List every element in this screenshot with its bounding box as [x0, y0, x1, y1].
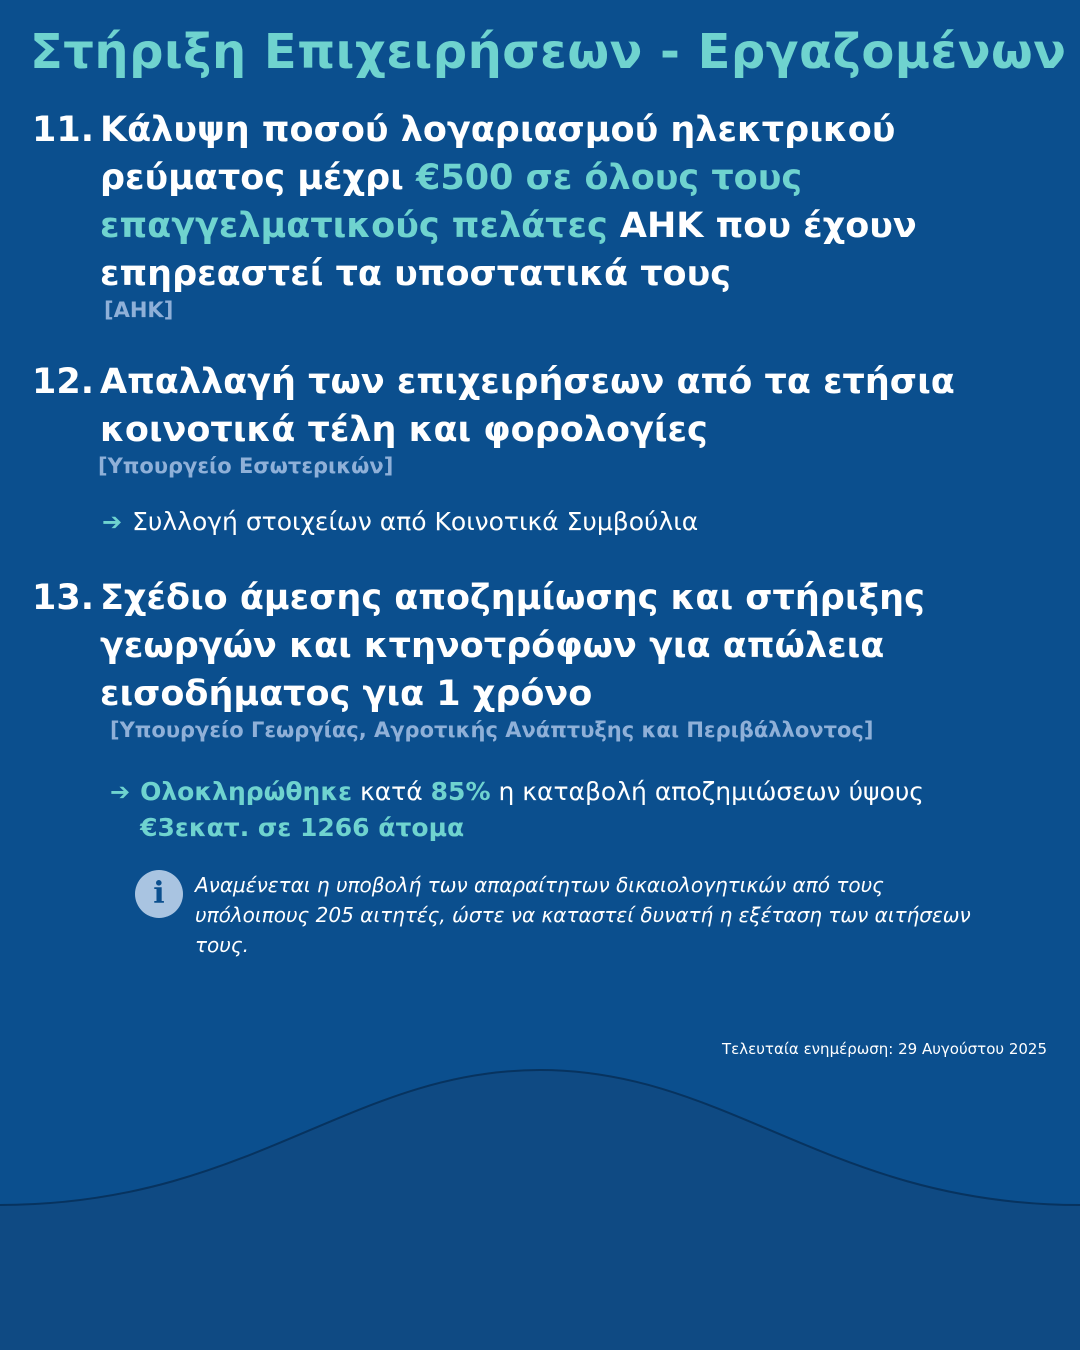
arrow-right-icon: ➔ [102, 508, 123, 536]
note-text [140, 774, 950, 846]
item-text [100, 106, 1020, 298]
info-text: Αναμένεται η υποβολή των απαραίτητων δικαιολογητικών από τους υπόλοιπους 205 αιτητές, ώστε να καταστεί δυνατή η εξέταση των αιτήσεων τους. [195, 873, 971, 957]
item-13 [32, 574, 1020, 742]
note-status: Ολοκληρώθηκε [140, 777, 353, 806]
item-12 [32, 358, 1020, 478]
note-part: κατά [352, 777, 431, 806]
item-text: Απαλλαγή των επιχειρήσεων από τα ετήσια κοινοτικά τέλη και φορολογίες [100, 362, 955, 450]
item-text-part: ΑΗΚ που έχουν επηρεαστεί τα υποστατικά τους [100, 206, 917, 294]
item-11 [32, 106, 1020, 322]
item-text: Σχέδιο άμεσης αποζημίωσης και στήριξης γεωργών και κτηνοτρόφων για απώλεια εισοδήματος για 1 χρόνο [100, 578, 925, 714]
wave-fill [0, 1070, 1080, 1350]
item-highlight: €500 σε όλους τους επαγγελματικούς πελάτες [100, 158, 803, 246]
note-part: η καταβολή αποζημιώσεων ύψους [490, 777, 924, 806]
item-number: 12. [32, 362, 95, 402]
note-12 [102, 504, 698, 540]
item-number: 11. [32, 110, 95, 150]
item-source: [ΑΗΚ] [104, 298, 174, 322]
note-percent: 85% [430, 777, 491, 806]
note-amount: €3εκατ. σε 1266 άτομα [140, 813, 465, 842]
info-icon: i [135, 870, 183, 918]
note-text: Συλλογή στοιχείων από Κοινοτικά Συμβούλια [132, 507, 699, 536]
item-number: 13. [32, 578, 95, 618]
info-box [135, 870, 975, 960]
last-updated: Τελευταία ενημέρωση: 29 Αυγούστου 2025 [721, 1040, 1047, 1058]
item-text-part: Κάλυψη ποσού λογαριασμού ηλεκτρικού ρεύματος μέχρι [100, 110, 896, 198]
wave-decoration [0, 1050, 1080, 1350]
page-title: Στήριξη Επιχειρήσεων - Εργαζομένων [30, 24, 1067, 80]
item-source: [Υπουργείο Εσωτερικών] [98, 454, 394, 478]
note-13 [110, 774, 950, 846]
item-source: [Υπουργείο Γεωργίας, Αγροτικής Ανάπτυξης και Περιβάλλοντος] [110, 718, 874, 742]
arrow-right-icon: ➔ [110, 778, 131, 806]
